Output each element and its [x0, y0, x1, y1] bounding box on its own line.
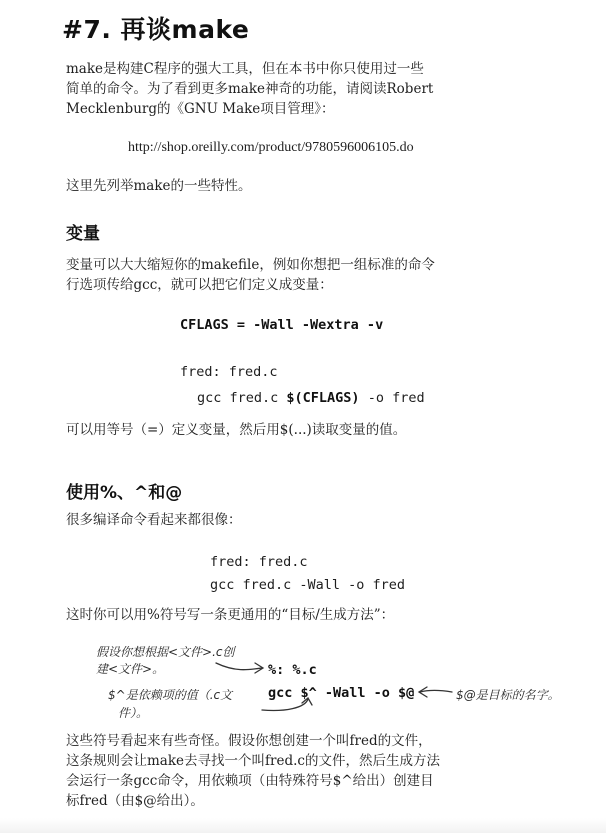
variables-line-2: 行选项传给gcc，就可以把它们定义成变量： [66, 277, 333, 293]
features-line: 这里先列举make的一些特性。 [66, 178, 252, 194]
intro-line-3: Mecklenburg的《GNU Make项目管理》： [66, 101, 335, 117]
cflags-definition: CFLAGS = -Wall -Wextra -v [180, 317, 384, 333]
note-deps-line-2: 件）。 [118, 706, 149, 720]
book-url: http://shop.oreilly.com/product/9780596006105.do [128, 140, 414, 155]
note-target-name: $@是目标的名字。 [456, 688, 560, 702]
section-title-automatic-vars: 使用%、^和@ [66, 483, 183, 503]
arrow-to-caret [262, 699, 308, 711]
auto-line-1: 很多编译命令看起来都很像： [66, 512, 242, 528]
rule-command-var: $(CFLAGS) [286, 390, 360, 406]
page-bottom-edge [0, 818, 606, 833]
rule-command-pre: gcc fred.c [197, 390, 287, 406]
rule-target-line: fred: fred.c [180, 364, 278, 380]
note-target-line-2: 建<文件>。 [96, 662, 165, 676]
intro-line-1: make是构建C程序的强大工具，但在本书中你只使用过一些 [66, 61, 424, 77]
intro-line-2: 简单的命令。为了看到更多make神奇的功能，请阅读Robert [66, 81, 434, 97]
end-line-2: 这条规则会让make去寻找一个叫fred.c的文件，然后生成方法 [66, 753, 440, 769]
rule-command-post: -o fred [359, 390, 425, 406]
page-heading: #7. 再谈make [62, 15, 250, 44]
example-target-line: fred: fred.c [210, 554, 308, 570]
section-title-variables: 变量 [66, 224, 100, 244]
variables-line-1: 变量可以大大缩短你的makefile，例如你想把一组标准的命令 [66, 257, 435, 273]
auto-line-2: 这时你可以用%符号写一条更通用的“目标/生成方法”： [66, 607, 395, 623]
note-deps-line-1: $^是依赖项的值（.c文 [108, 688, 233, 702]
pattern-command: gcc $^ -Wall -o $@ [268, 685, 415, 701]
arrow-to-at [420, 691, 452, 693]
note-target-line-1: 假设你想根据<文件>.c创 [96, 645, 235, 659]
end-line-4: 标fred（由$@给出）。 [66, 793, 204, 809]
example-command-line: gcc fred.c -Wall -o fred [210, 577, 406, 593]
end-line-3: 会运行一条gcc命令，用依赖项（由特殊符号$^给出）创建目 [66, 773, 434, 789]
end-line-1: 这些符号看起来有些奇怪。假设你想创建一个叫fred的文件， [66, 733, 432, 749]
pattern-rule: %: %.c [268, 662, 317, 678]
arrow-to-pattern-rule [216, 663, 262, 670]
variables-after-line: 可以用等号（=）定义变量，然后用$(...)读取变量的值。 [66, 422, 407, 438]
